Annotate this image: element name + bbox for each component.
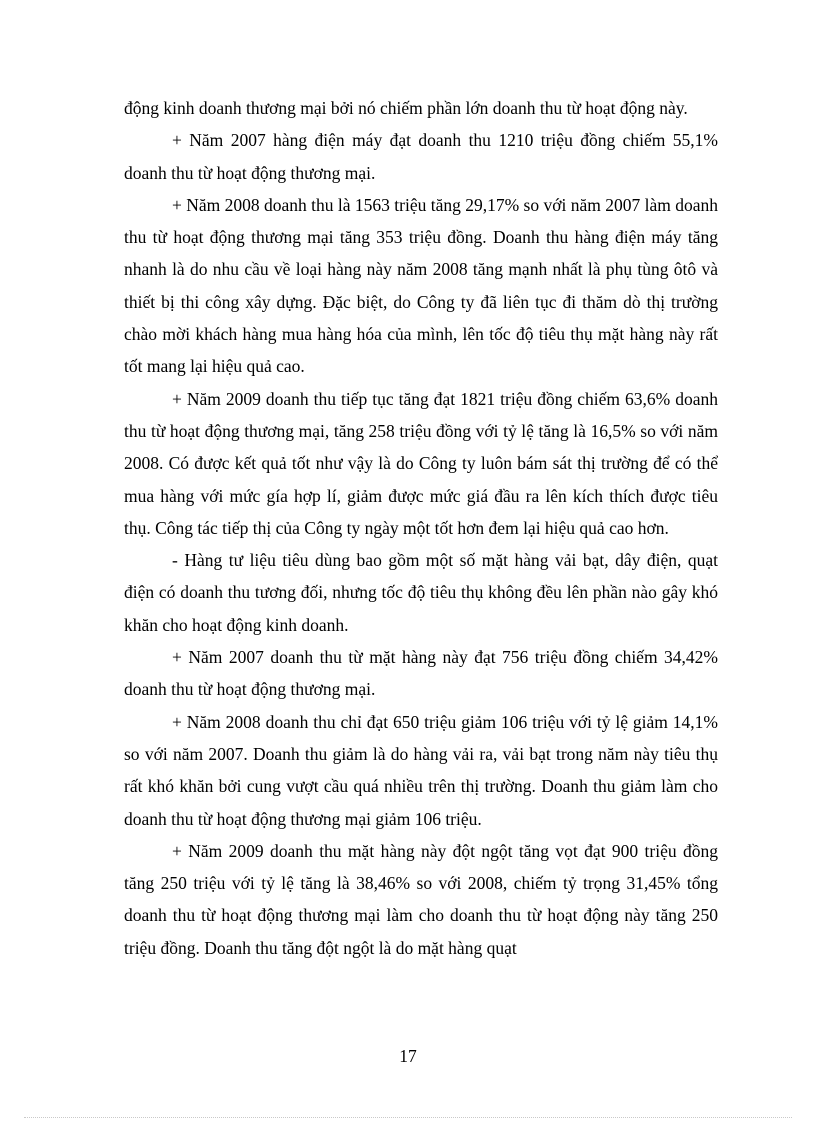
page-number: 17 bbox=[399, 1046, 417, 1066]
paragraph-6: + Năm 2007 doanh thu từ mặt hàng này đạt 756 triệu đồng chiếm 34,42% doanh thu từ hoạt động thương mại. bbox=[124, 647, 718, 700]
paragraph-3: + Năm 2008 doanh thu là 1563 triệu tăng 29,17% so với năm 2007 làm doanh thu từ hoạt động thương mại tăng 353 triệu đồng. Doanh thu hàng điện máy tăng nhanh là do nhu cầu về loại hàng này năm 2008 tăng mạnh nhất là phụ tùng ôtô và thiết bị thi công xây dựng. Đặc biệt, do Công ty đã liên tục đi thăm dò thị trường chào mời khách hàng mua hàng hóa của mình, lên tốc độ tiêu thụ mặt hàng này rất tốt mang lại hiệu quả cao. bbox=[124, 194, 718, 377]
paragraph-4: + Năm 2009 doanh thu tiếp tục tăng đạt 1821 triệu đồng chiếm 63,6% doanh thu từ hoạt động thương mại, tăng 258 triệu đồng với tỷ lệ tăng là 16,5% so với năm 2008. Có được kết quả tốt như vậy là do Công ty luôn bám sát thị trường để có thể mua hàng với mức gía hợp lí, giảm được mức giá đầu ra lên kích thích được tiêu thụ. Công tác tiếp thị của Công ty ngày một tốt hơn đem lại hiệu quả cao hơn. bbox=[124, 388, 718, 538]
paragraph-2: + Năm 2007 hàng điện máy đạt doanh thu 1210 triệu đồng chiếm 55,1% doanh thu từ hoạt động thương mại. bbox=[124, 130, 718, 183]
paragraph-1: động kinh doanh thương mại bởi nó chiếm phần lớn doanh thu từ hoạt động này. bbox=[124, 98, 688, 118]
paragraph-5: - Hàng tư liệu tiêu dùng bao gồm một số mặt hàng vải bạt, dây điện, quạt điện có doanh thu tương đối, nhưng tốc độ tiêu thụ không đều lên phần nào gây khó khăn cho hoạt động kinh doanh. bbox=[124, 550, 718, 635]
paragraph-8: + Năm 2009 doanh thu mặt hàng này đột ngột tăng vọt đạt 900 triệu đồng tăng 250 triệu với tỷ lệ tăng là 38,46% so với 2008, chiếm tỷ trọng 31,45% tổng doanh thu từ hoạt động thương mại làm cho doanh thu từ hoạt động này tăng 250 triệu đồng. Doanh thu tăng đột ngột là do mặt hàng quạt bbox=[124, 840, 718, 958]
paragraph-7: + Năm 2008 doanh thu chỉ đạt 650 triệu giảm 106 triệu với tỷ lệ giảm 14,1% so với năm 2007. Doanh thu giảm là do hàng vải ra, vải bạt trong năm này tiêu thụ rất khó khăn bởi cung vượt cầu quá nhiều trên thị trường. Doanh thu giảm làm cho doanh thu từ hoạt động thương mại giảm 106 triệu. bbox=[124, 711, 718, 829]
page-body bbox=[124, 92, 718, 964]
page-bottom-divider bbox=[24, 1117, 792, 1118]
